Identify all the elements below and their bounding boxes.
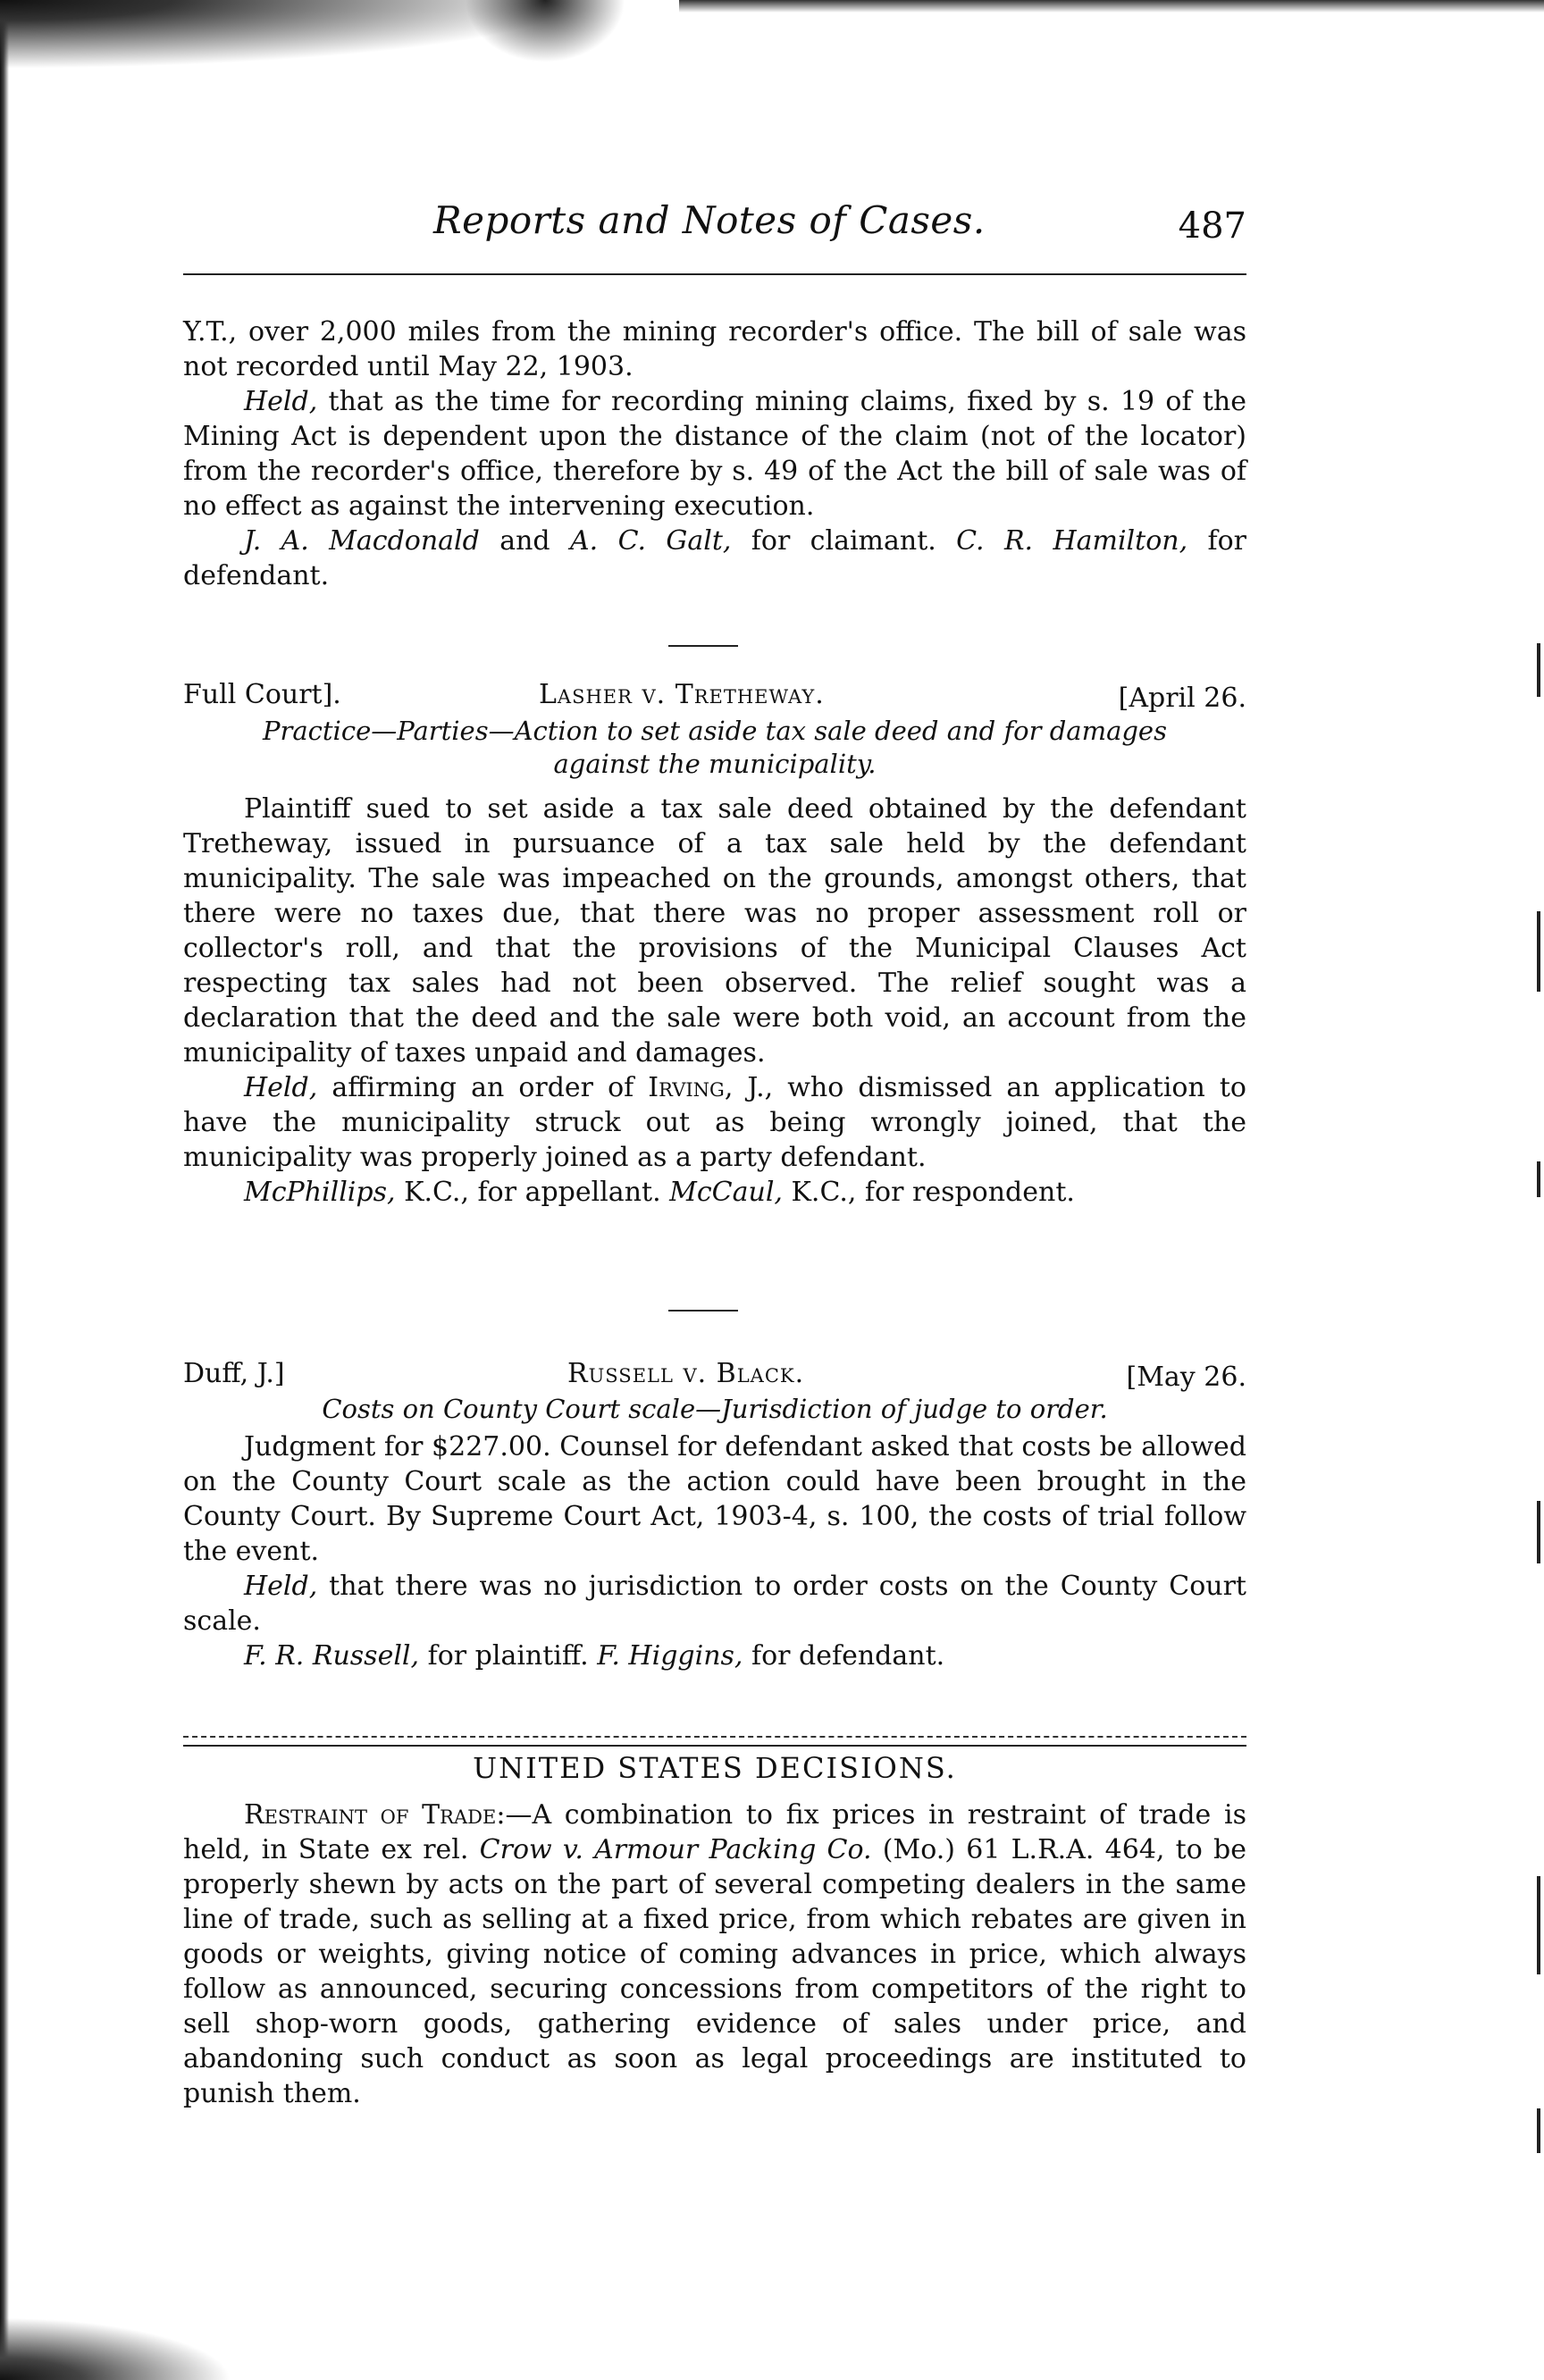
restraint-of-trade-note bbox=[183, 1798, 1246, 2111]
scan-blot-bottom-left bbox=[0, 2317, 232, 2380]
counsel-role: for plaintiff. bbox=[419, 1640, 598, 1672]
scan-edge-right bbox=[1521, 536, 1544, 2233]
note-text: —A combination to fix prices in restraint of trade is held, in State ex rel. bbox=[183, 1799, 1246, 1865]
section-separator-rule bbox=[183, 1736, 1246, 1747]
running-head: Reports and Notes of Cases. bbox=[433, 198, 986, 242]
scan-edge-top bbox=[679, 0, 1544, 13]
counsel-role: for defendant. bbox=[183, 525, 1247, 591]
header-rule bbox=[183, 273, 1246, 275]
counsel-name: F. Higgins, bbox=[597, 1640, 743, 1672]
counsel-name: J. A. Macdonald bbox=[244, 525, 480, 557]
counsel-name: McPhillips, bbox=[244, 1177, 396, 1208]
counsel-name: F. R. Russell, bbox=[244, 1640, 420, 1672]
lasher-case-text bbox=[183, 792, 1246, 1210]
russell-case-text bbox=[183, 1429, 1246, 1673]
page-header bbox=[183, 198, 1246, 261]
case-separator-rule bbox=[668, 1310, 738, 1312]
lasher-case-heading bbox=[183, 679, 1246, 715]
held-text: that as the time for recording mining claims, fixed by s. 19 of the Mining Act is dependent upon the distance of the claim (not of the locator) from the recorder's office, therefore by s. 49 of the Act the bill of sale was of no effect as against the intervening execution. bbox=[183, 386, 1246, 522]
held-text: , J., who dismissed an application to have the municipality struck out as being wrongly joined, that the municipality was properly joined as a party defendant. bbox=[183, 1072, 1246, 1173]
held-label: Held, bbox=[244, 386, 318, 417]
page-number: 487 bbox=[1178, 205, 1246, 247]
lasher-catchwords: Practice—Parties—Action to set aside tax sale deed and for damages against the municipality. bbox=[263, 716, 1167, 779]
scan-edge-left bbox=[0, 0, 9, 2380]
top-case-counsel bbox=[183, 524, 1246, 593]
cited-case-name: Crow v. Armour Packing Co. bbox=[479, 1834, 872, 1865]
topic-label: Restraint of Trade: bbox=[244, 1799, 506, 1831]
russell-held bbox=[183, 1569, 1246, 1638]
lasher-held bbox=[183, 1070, 1246, 1175]
section-title: UNITED STATES DECISIONS. bbox=[473, 1751, 957, 1785]
court-label: Duff, J.] bbox=[183, 1358, 285, 1389]
counsel-role: K.C., for respondent. bbox=[782, 1177, 1075, 1208]
lasher-counsel bbox=[183, 1175, 1246, 1210]
case-title: Russell v. Black. bbox=[567, 1358, 805, 1389]
case-date: [May 26. bbox=[1126, 1362, 1246, 1393]
judge-name: Irving bbox=[648, 1072, 725, 1103]
lasher-body: Plaintiff sued to set aside a tax sale deed obtained by the defendant Tretheway, issued in pursuance of a tax sale held by the defendant municipality. The sale was impeached on the grounds, amongst others, that there were no taxes due, that there was no proper assessment roll or collector's roll, and that the provisions of the Municipal Clauses Act respecting tax sales had not been observed. The relief sought was a declaration that the deed and the sale were both void, an account from the municipality of taxes unpaid and damages. bbox=[183, 793, 1246, 1068]
top-case-facts: Y.T., over 2,000 miles from the mining recorder's office. The bill of sale was not recorded until May 22, 1903. bbox=[183, 316, 1246, 382]
top-case-held bbox=[183, 384, 1246, 524]
counsel-name: C. R. Hamilton, bbox=[956, 525, 1188, 557]
us-decisions-text bbox=[183, 1798, 1246, 2111]
counsel-role: for defendant. bbox=[743, 1640, 945, 1672]
court-label: Full Court]. bbox=[183, 679, 341, 710]
scan-blot-top-center bbox=[465, 0, 625, 63]
case-separator-rule bbox=[668, 645, 738, 647]
held-text: that there was no jurisdiction to order costs on the County Court scale. bbox=[183, 1571, 1246, 1637]
russell-counsel bbox=[183, 1638, 1246, 1673]
russell-catchwords: Costs on County Court scale—Jurisdiction of judge to order. bbox=[322, 1394, 1108, 1424]
russell-body: Judgment for $227.00. Counsel for defendant asked that costs be allowed on the County Court scale as the action could have been brought in the County Court. By Supreme Court Act, 1903-4, s. 100, the costs of trial follow the event. bbox=[183, 1431, 1246, 1567]
case-date: [April 26. bbox=[1118, 683, 1246, 714]
counsel-name: McCaul, bbox=[669, 1177, 783, 1208]
counsel-joiner: and bbox=[479, 525, 571, 557]
held-label: Held, bbox=[244, 1571, 318, 1602]
case-title: Lasher v. Tretheway. bbox=[539, 679, 825, 710]
held-text: affirming an order of bbox=[317, 1072, 649, 1103]
russell-case-heading bbox=[183, 1358, 1246, 1394]
held-label: Held, bbox=[244, 1072, 318, 1103]
counsel-role: K.C., for appellant. bbox=[395, 1177, 670, 1208]
counsel-name: A. C. Galt, bbox=[570, 525, 732, 557]
counsel-role: for claimant. bbox=[731, 525, 957, 557]
note-text: (Mo.) 61 L.R.A. 464, to be properly shewn by acts on the part of several competing dealers in the same line of trade, such as selling at a fixed price, from which rebates are given in goods or weights, giving notice of coming advances in price, which always follow as announced, securing concessions from competitors of the right to sell shop-worn goods, gathering evidence of sales under price, and abandoning such conduct as soon as legal proceedings are instituted to punish them. bbox=[183, 1834, 1246, 2109]
top-case-text bbox=[183, 314, 1246, 593]
